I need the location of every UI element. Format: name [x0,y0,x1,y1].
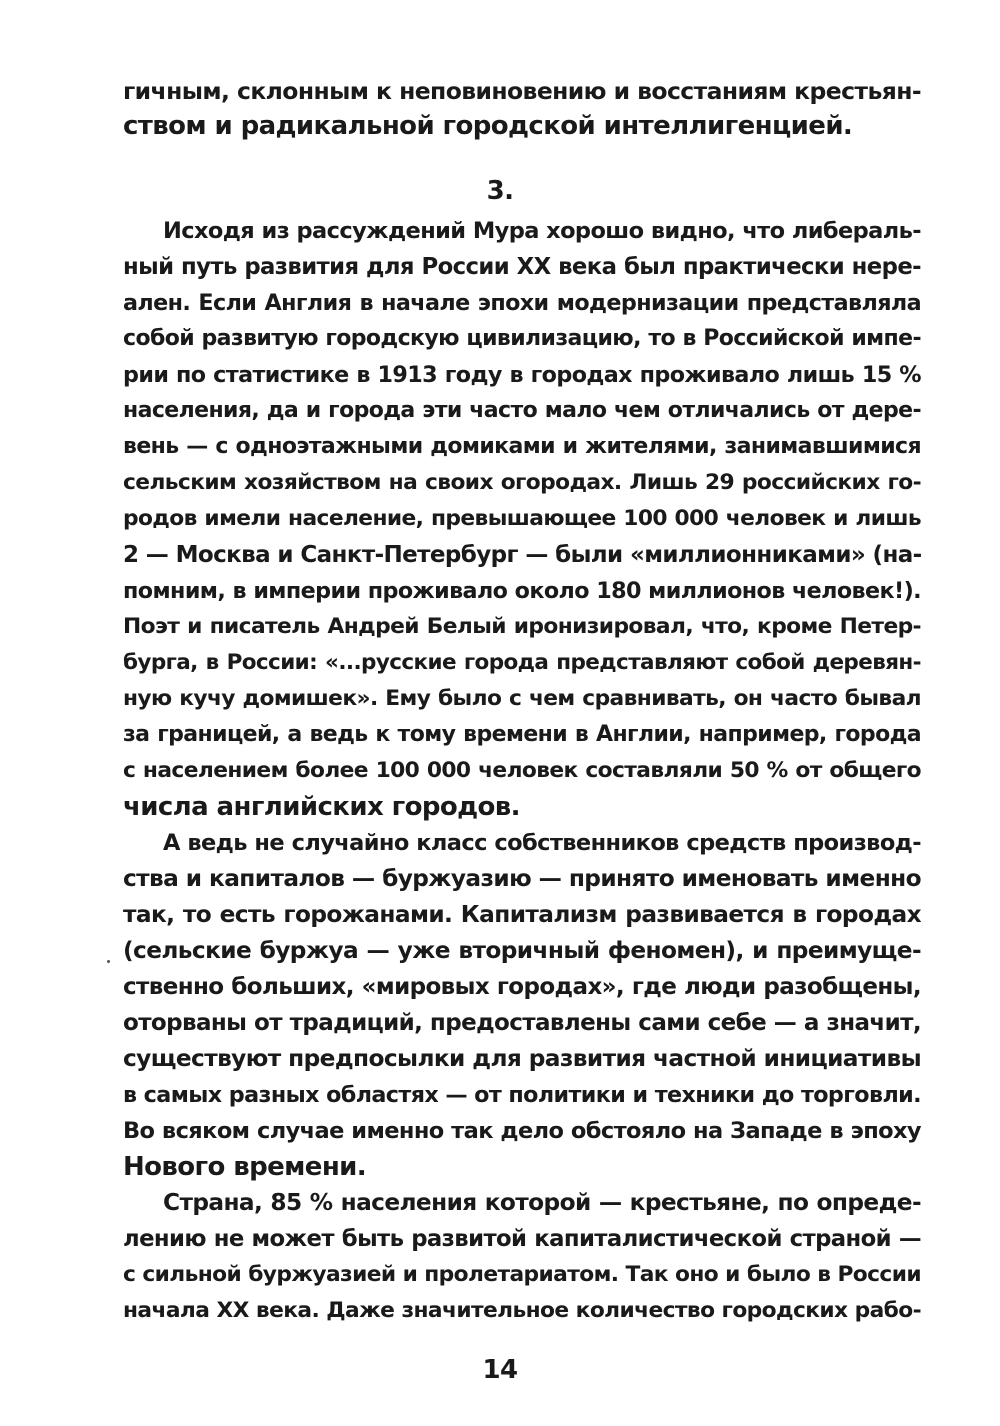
scan-speck [107,960,110,963]
text-line: ный путь развития для России XX века был практически нере- [123,254,921,280]
section-number: 3. [486,176,514,206]
text-line: Во всяком случае именно так дело обстояло на Западе в эпоху [123,1118,921,1144]
text-line: за границей, а ведь к тому времени в Англии, например, города [123,722,921,747]
text-line: (сельские буржуа — уже вторичный феномен), и преимуще- [123,937,921,964]
text-line: помним, в империи проживало около 180 миллионов человек!). [123,578,921,604]
text-line: оторваны от традиций, предоставлены сами себе — а значит, [123,1010,921,1036]
text-line: собой развитую городскую цивилизацию, то в Российской импе- [123,326,921,351]
text-line: Нового времени. [123,1152,367,1182]
text-line: родов имели население, превышающее 100 000 человек и лишь [123,506,921,531]
text-line: ством и радикальной городской интеллигенцией. [123,111,853,141]
text-line: А ведь не случайно класс собственников средств производ- [163,830,921,856]
page-number: 14 [482,1355,518,1385]
text-line: 2 — Москва и Санкт-Петербург — были «миллионниками» (на- [123,542,922,568]
text-line: сельским хозяйством на своих огородах. Лишь 29 российских го- [123,470,921,495]
text-line: начала XX века. Даже значительное количество городских рабо- [123,1298,921,1323]
text-line: ную кучу домишек». Ему было с чем сравнивать, он часто бывал [123,686,921,711]
text-line: вень — с одноэтажными домиками и жителями, занимавшимися [123,434,921,459]
text-line: существуют предпосылки для развития частной инициативы [123,1045,921,1072]
text-line: числа английских городов. [123,792,520,822]
text-line: гичным, склонным к неповиновению и восстаниям крестьян- [123,77,921,105]
text-line: Поэт и писатель Андрей Белый иронизировал, что, кроме Петер- [123,614,921,639]
text-line: Исходя из рассуждений Мура хорошо видно, что либераль- [163,218,921,244]
text-line: в самых разных областях — от политики и техники до торговли. [123,1082,921,1108]
text-line: с населением более 100 000 человек составляли 50 % от общего [123,758,921,783]
text-line: ства и капиталов — буржуазию — принято именовать именно [123,865,921,892]
text-line: так, то есть горожанами. Капитализм развивается в городах [123,901,921,928]
text-line: ственно больших, «мировых городах», где люди разобщены, [123,974,921,1000]
text-line: ален. Если Англия в начале эпохи модернизации представляла [123,290,921,316]
text-line: населения, да и города эти часто мало чем отличались от дере- [123,398,921,423]
text-line: Страна, 85 % населения которой — крестьяне, по опреде- [163,1189,921,1216]
text-line: с сильной буржуазией и пролетариатом. Так оно и было в России [123,1262,921,1287]
text-line: лению не может быть развитой капиталистической страной — [123,1226,921,1252]
text-line: рии по статистике в 1913 году в городах проживало лишь 15 % [123,362,921,388]
text-line: бурга, в России: «...русские города представляют собой деревян- [123,650,921,675]
